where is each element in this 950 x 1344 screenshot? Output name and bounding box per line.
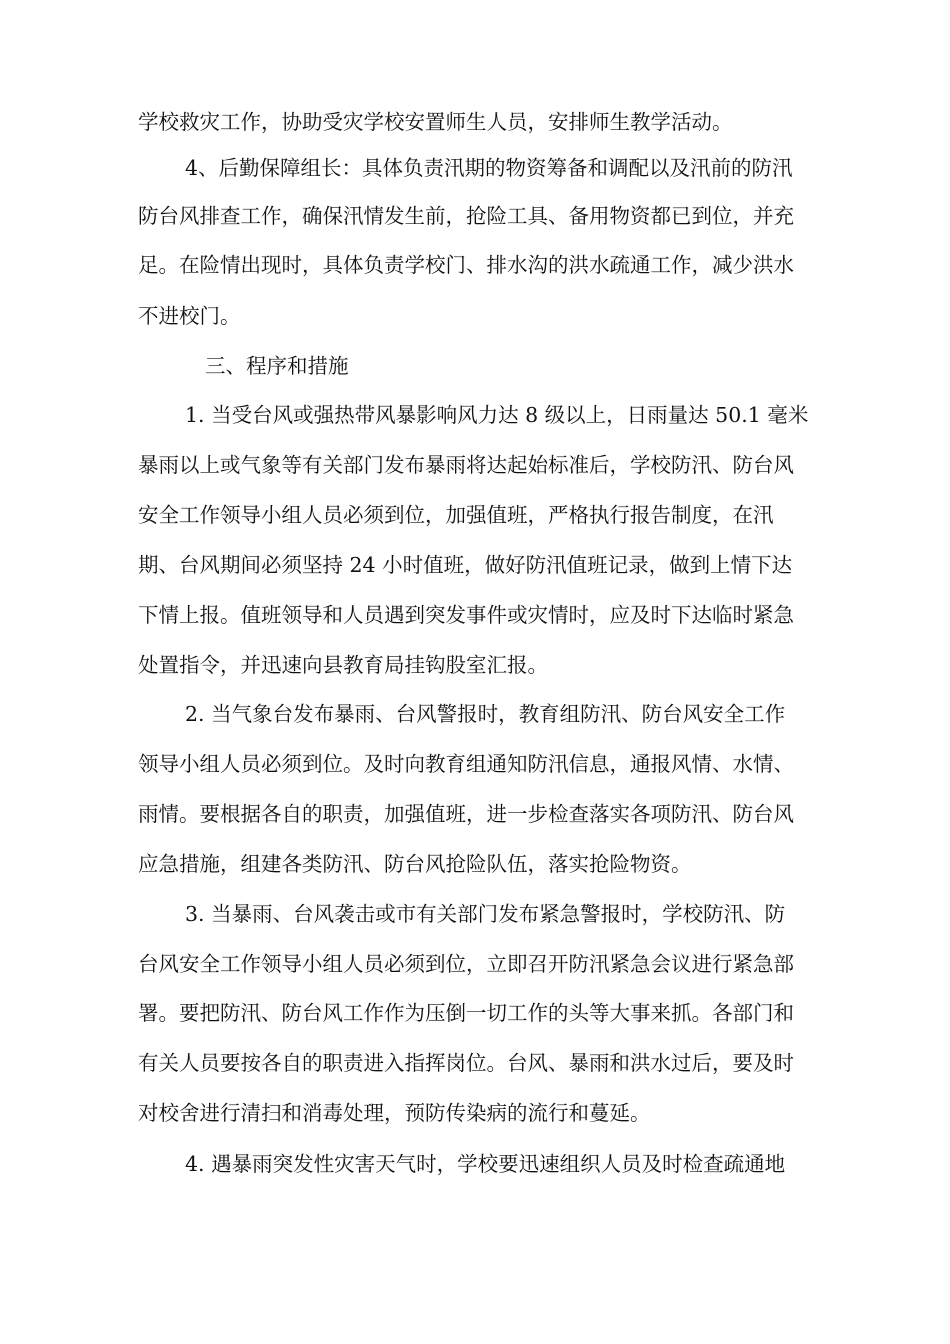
section-heading: 三、程序和措施 bbox=[205, 354, 349, 378]
text-line: 期、台风期间必须坚持 24 小时值班，做好防汛值班记录，做到上情下达 bbox=[138, 553, 793, 577]
text-line: 下情上报。值班领导和人员遇到突发事件或灾情时，应及时下达临时紧急 bbox=[138, 603, 794, 627]
text-line: 处置指令，并迅速向县教育局挂钩股室汇报。 bbox=[138, 653, 548, 677]
text-line: 4. 遇暴雨突发性灾害天气时，学校要迅速组织人员及时检查疏通地 bbox=[185, 1152, 786, 1176]
text-line: 1. 当受台风或强热带风暴影响风力达 8 级以上，日雨量达 50.1 毫米 bbox=[185, 403, 809, 427]
text-line: 3. 当暴雨、台风袭击或市有关部门发布紧急警报时，学校防汛、防 bbox=[185, 902, 786, 926]
text-line: 足。在险情出现时，具体负责学校门、排水沟的洪水疏通工作，减少洪水 bbox=[138, 253, 794, 277]
text-line: 防台风排查工作，确保汛情发生前，抢险工具、备用物资都已到位，并充 bbox=[138, 204, 794, 228]
text-line: 雨情。要根据各自的职责，加强值班，进一步检查落实各项防汛、防台风 bbox=[138, 802, 794, 826]
text-line: 有关人员要按各自的职责进入指挥岗位。台风、暴雨和洪水过后，要及时 bbox=[138, 1051, 794, 1075]
text-line: 2. 当气象台发布暴雨、台风警报时，教育组防汛、防台风安全工作 bbox=[185, 702, 786, 726]
text-line: 台风安全工作领导小组人员必须到位，立即召开防汛紧急会议进行紧急部 bbox=[138, 952, 794, 976]
text-line: 4、后勤保障组长：具体负责汛期的物资筹备和调配以及汛前的防汛 bbox=[185, 156, 793, 180]
text-line: 应急措施，组建各类防汛、防台风抢险队伍，落实抢险物资。 bbox=[138, 852, 692, 876]
text-line: 署。要把防汛、防台风工作作为压倒一切工作的头等大事来抓。各部门和 bbox=[138, 1001, 794, 1025]
text-line: 对校舍进行清扫和消毒处理，预防传染病的流行和蔓延。 bbox=[138, 1101, 651, 1125]
text-line: 不进校门。 bbox=[138, 304, 241, 328]
text-line: 暴雨以上或气象等有关部门发布暴雨将达起始标准后，学校防汛、防台风 bbox=[138, 453, 794, 477]
text-line: 领导小组人员必须到位。及时向教育组通知防汛信息，通报风情、水情、 bbox=[138, 752, 794, 776]
text-line: 安全工作领导小组人员必须到位，加强值班，严格执行报告制度，在汛 bbox=[138, 503, 774, 527]
text-line: 学校救灾工作，协助受灾学校安置师生人员，安排师生教学活动。 bbox=[138, 110, 733, 134]
